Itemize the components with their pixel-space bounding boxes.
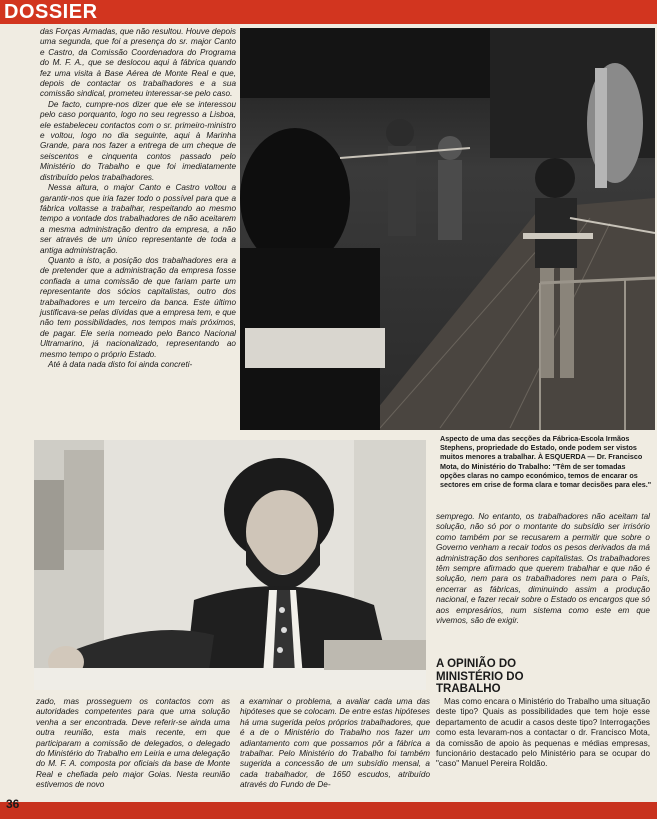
page-number: 36 bbox=[6, 797, 20, 811]
section-title: DOSSIER bbox=[4, 1, 98, 23]
paragraph: a examinar o problema, a avaliar cada uma das hipóteses que se colocam. De entre estas hipóteses há uma sugerida pelos próprios trabalhadores, que é a de o Ministério do Trabalho nos fazer um adiantamento com que possamos pôr a fábrica a trabalhar. Pelo Ministério do Trabalho foi também sugerida a concessão de um subsídio mensal, a cada trabalhador, de 1650 escudos, atribuído através do Fundo de De- bbox=[240, 697, 430, 790]
paragraph: zado, mas prosseguem os contactos com as autoridades competentes para que uma solução venha a ser encontrada. Deve referir-se ainda uma outra reunião, esta mais recente, em que participaram a comissão de delegados, o delegado do Ministério do Trabalho em Leiria e uma delegação do M. F. A. composta por oficiais da base de Monte Real e chefiada pelo major Goias. Nesta reunião estivemos de novo bbox=[36, 697, 230, 790]
paragraph: De facto, cumpre-nos dizer que ele se interessou pelo caso porquanto, logo no seu regresso a Lisboa, ele estabeleceu contactos com o sr. primeiro-ministro e voltou, logo no dia seguinte, aqui à Marinha Grande, para nos fazer a entrega de um cheque de seiscentos e cinquenta contos passado pelo Ministério do Trabalho e que foi imediatamente distribuído pelos trabalhadores. bbox=[40, 99, 236, 182]
footer-bar bbox=[0, 802, 657, 819]
right-column-text bbox=[436, 512, 650, 626]
factory-scene-illustration bbox=[240, 28, 655, 430]
portrait-photo bbox=[34, 440, 426, 690]
column-1-text bbox=[40, 27, 236, 370]
paragraph: semprego. No entanto, os trabalhadores não aceitam tal solução, não só por o montante do subsídio ser irrisório como também por se recusarem a permitir que sobre o Governo venham a recair todos os pesos derivados da má administração dos senhores capitalistas. Os trabalhadores têm sempre afirmado que querem trabalhar e que não é solução, nem para os trabalhadores nem para o País, encerrar as fábricas, diminuindo assim a produção nacional, e fazer recair sobre o Estado os encargos que só aos empresários, num sistema como este em que vivemos, são de exigir. bbox=[436, 512, 650, 626]
paragraph: Nessa altura, o major Canto e Castro voltou a garantir-nos que iria fazer todo o possível para que a fábrica voltasse a trabalhar, respeitando ao mesmo tempo a vontade dos trabalhadores de não aceitarem a mesma administração dentro da empresa, a não ser através de um único representante de toda a antiga administração. bbox=[40, 183, 236, 255]
paragraph: Mas como encara o Ministério do Trabalho uma situação deste tipo? Quais as possibilidades que tem hoje esse departamento de acudir a casos deste tipo? Interrogações como esta levaram-nos a contactar o dr. Francisco Mota, da comissão de apoio às pequenas e médias empresas, funcionário destacado pelo Ministério para se ocupar do "caso" Manuel Pereira Roldão. bbox=[436, 697, 650, 769]
dossier-header-bar bbox=[0, 0, 657, 24]
bottom-column-2-text bbox=[240, 697, 430, 791]
section-heading: A OPINIÃO DO MINISTÉRIO DO TRABALHO bbox=[436, 658, 524, 695]
portrait-illustration bbox=[34, 440, 426, 690]
paragraph: Quanto a isto, a posição dos trabalhadores era a de pretender que a administração da empresa fosse confiada a uma comissão de que fariam parte um representante dos sócios capitalistas, outro dos trabalhadores e um terceiro da banca. Este último justificava-se pelas dívidas que a empresa tem, e que não tem possibilidades, nos tempos mais próximos, de pagar. Ele seria nomeado pelo Banco Nacional Ultramarino, já nacionalizado, representando ao mesmo tempo o próprio Estado. bbox=[40, 255, 236, 359]
section-text bbox=[436, 697, 650, 770]
photo-caption: Aspecto de uma das secções da Fábrica-Escola Irmãos Stephens, propriedade do Estado, onde podem ser vistos muitos menores a trabalhar. À ESQUERDA — Dr. Francisco Mota, do Ministério do Trabalho: "Têm de ser tomadas opções claras no campo económico, temos de encarar os sectores em crise de forma clara e tomar decisões para eles." bbox=[440, 434, 652, 490]
factory-photo bbox=[240, 28, 655, 430]
paragraph: Até à data nada disto foi ainda concreti- bbox=[48, 360, 193, 369]
bottom-column-1-text bbox=[36, 697, 230, 791]
paragraph: das Forças Armadas, que não resultou. Houve depois uma segunda, que foi a presença do sr. major Canto e Castro, da Comissão Coordenadora do Programa do M. F. A., que se deslocou aqui à fábrica quando fez uma visita à Base Aérea de Monte Real e que, depois de contactar os trabalhadores e a sua comissão sindical, prometeu interessar-se pelo caso. bbox=[40, 27, 236, 99]
